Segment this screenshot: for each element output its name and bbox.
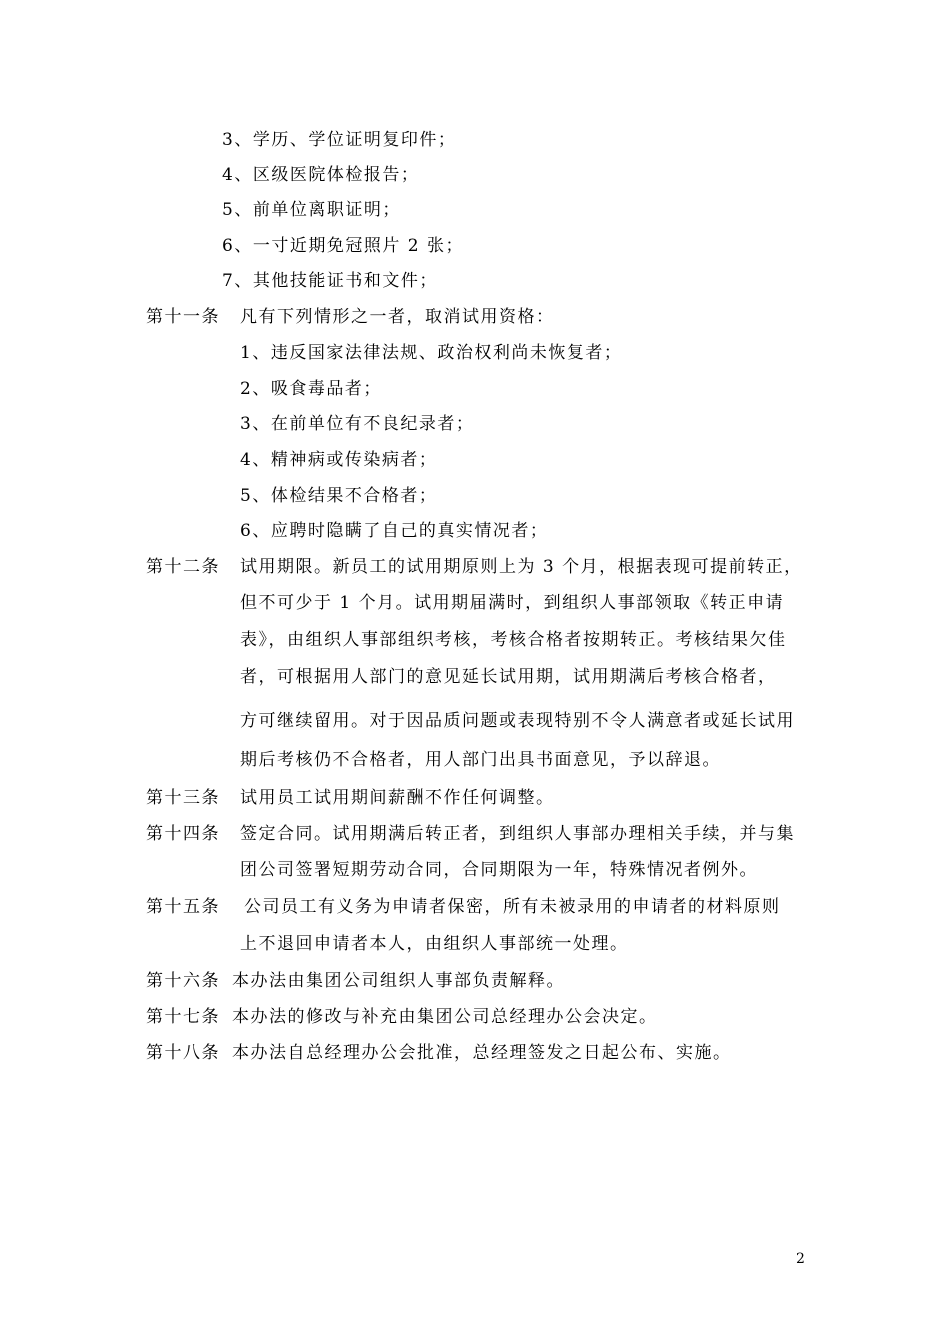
list-item: 5、前单位离职证明； [222, 200, 401, 220]
article-13-label: 第十三条 [146, 788, 220, 808]
article-15-line: 上不退回申请者本人，由组织人事部统一处理。 [240, 934, 629, 954]
article-16-label: 第十六条 [146, 971, 220, 991]
page-number: 2 [796, 1251, 805, 1267]
article-12-line: 试用期限。新员工的试用期原则上为 3 个月，根据表现可提前转正， [240, 557, 803, 577]
article-11-item: 6、应聘时隐瞒了自己的真实情况者； [240, 521, 549, 541]
list-item: 7、其他技能证书和文件； [222, 271, 438, 291]
article-15-label: 第十五条 [146, 897, 220, 917]
article-11-item: 3、在前单位有不良纪录者； [240, 414, 475, 434]
article-18-text: 本办法自总经理办公会批准，总经理签发之日起公布、实施。 [232, 1043, 732, 1063]
list-item: 4、区级医院体检报告； [222, 165, 420, 185]
list-item: 6、一寸近期免冠照片 2 张； [222, 236, 464, 256]
article-11-item: 2、吸食毒品者； [240, 379, 382, 399]
article-15-line: 公司员工有义务为申请者保密，所有未被录用的申请者的材料原则 [244, 897, 781, 917]
article-12-line: 方可继续留用。对于因品质问题或表现特别不令人满意者或延长试用 [240, 711, 795, 731]
article-12-line: 期后考核仍不合格者，用人部门出具书面意见，予以辞退。 [240, 750, 721, 770]
article-14-line: 签定合同。试用期满后转正者，到组织人事部办理相关手续，并与集 [240, 824, 795, 844]
article-11-text: 凡有下列情形之一者，取消试用资格： [240, 307, 555, 327]
article-16-text: 本办法由集团公司组织人事部负责解释。 [232, 971, 565, 991]
article-12-label: 第十二条 [146, 557, 220, 577]
list-item: 3、学历、学位证明复印件； [222, 130, 457, 150]
article-12-line: 表》，由组织人事部组织考核，考核合格者按期转正。考核结果欠佳 [240, 630, 787, 650]
article-17-label: 第十七条 [146, 1007, 220, 1027]
article-17-text: 本办法的修改与补充由集团公司总经理办公会决定。 [232, 1007, 658, 1027]
article-11-item: 4、精神病或传染病者； [240, 450, 438, 470]
article-12-line: 者，可根据用人部门的意见延长试用期，试用期满后考核合格者， [240, 667, 777, 687]
article-18-label: 第十八条 [146, 1043, 220, 1063]
article-11-item: 1、违反国家法律法规、政治权利尚未恢复者； [240, 343, 623, 363]
article-13-text: 试用员工试用期间薪酬不作任何调整。 [240, 788, 555, 808]
article-12-line: 但不可少于 1 个月。试用期届满时，到组织人事部领取《转正申请 [240, 593, 785, 613]
article-14-label: 第十四条 [146, 824, 220, 844]
article-11-label: 第十一条 [146, 307, 220, 327]
article-14-line: 团公司签署短期劳动合同，合同期限为一年，特殊情况者例外。 [240, 860, 758, 880]
article-11-item: 5、体检结果不合格者； [240, 486, 438, 506]
